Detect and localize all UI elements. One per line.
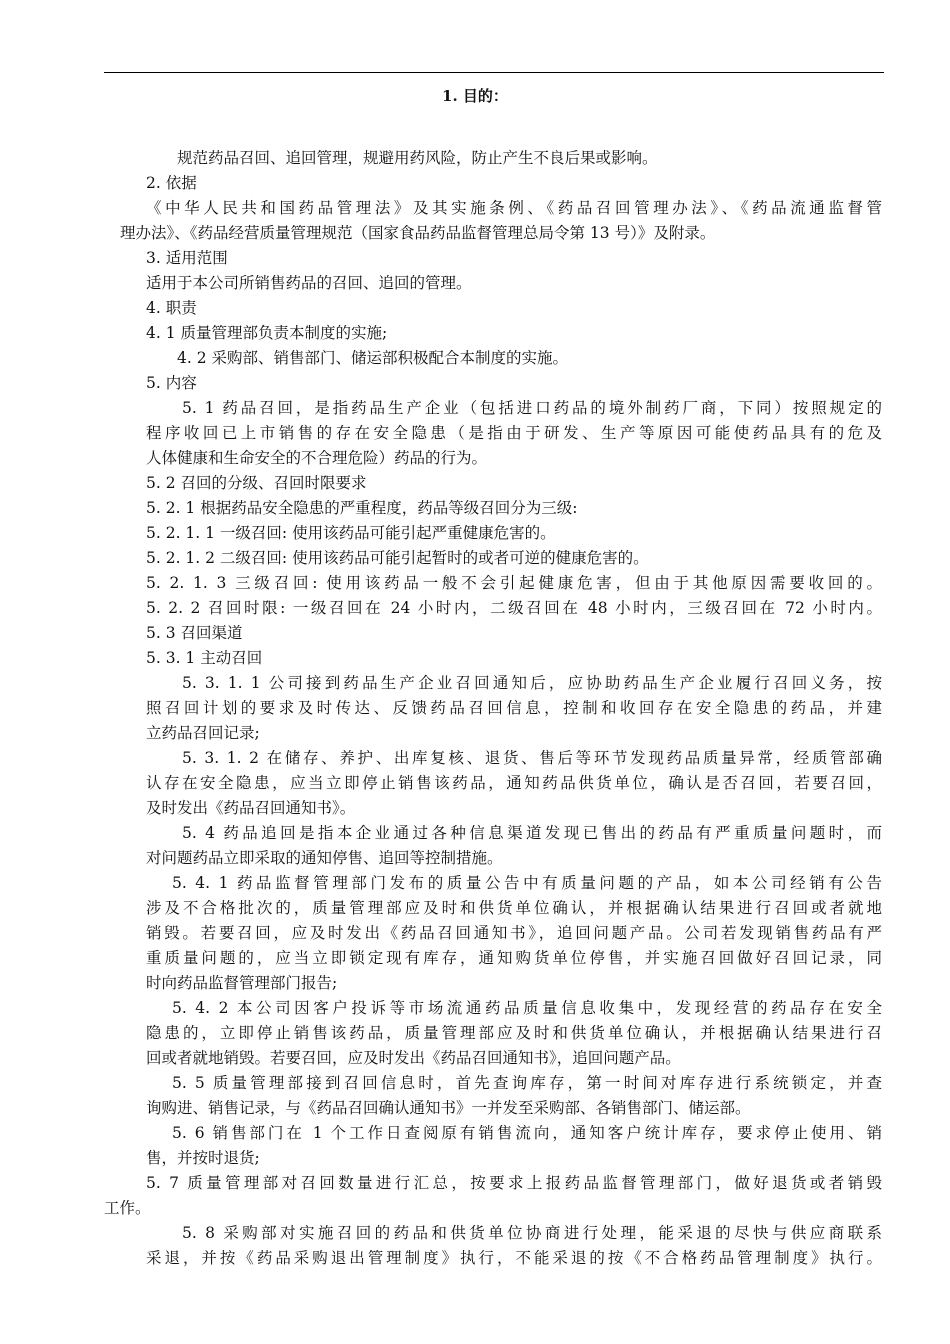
text-line: 5. 2. 1. 1 一级召回: 使用该药品可能引起严重健康危害的。 <box>146 524 556 542</box>
text-line: 询购进、销售记录，与《药品召回确认通知书》一并发至采购部、各销售部门、储运部。 <box>146 1099 751 1117</box>
text-line: 工作。 <box>104 1199 151 1217</box>
text-line: 4. 1 质量管理部负责本制度的实施; <box>146 324 388 342</box>
text-line: 5. 2. 2 召回时限: 一级召回在 24 小时内，二级召回在 48 小时内，三级召回在 72 小时内。 <box>146 599 882 617</box>
text-line: 及时发出《药品召回通知书》。 <box>146 799 356 817</box>
section-heading: 3. 适用范围 <box>146 249 228 267</box>
text-line: 5. 6 销售部门在 1 个工作日查阅原有销售流向，通知客户统计库存，要求停止使用、销 <box>172 1124 882 1142</box>
text-line: 对问题药品立即采取的通知停售、追回等控制措施。 <box>146 849 503 867</box>
text-line: 5. 4 药品追回是指本企业通过各种信息渠道发现已售出的药品有严重质量问题时，而 <box>182 824 882 842</box>
text-line: 4. 2 采购部、销售部门、储运部积极配合本制度的实施。 <box>177 349 569 367</box>
text-line: 5. 2. 1. 3 三级召回: 使用该药品一般不会引起健康危害，但由于其他原因需要收回的。 <box>146 574 882 592</box>
text-line: 时向药品监督管理部门报告; <box>146 974 338 992</box>
text-line: 照召回计划的要求及时传达、反馈药品召回信息，控制和收回存在安全隐患的药品，并建 <box>146 699 882 717</box>
section-heading: 5. 内容 <box>146 374 197 392</box>
text-line: 隐患的，立即停止销售该药品，质量管理部应及时和供货单位确认，并根据确认结果进行召 <box>146 1024 882 1042</box>
text-line: 采退，并按《药品采购退出管理制度》执行，不能采退的按《不合格药品管理制度》执行。 <box>146 1249 882 1267</box>
header-rule <box>104 72 884 73</box>
text-line: 5. 7 质量管理部对召回数量进行汇总，按要求上报药品监督管理部门，做好退货或者销毁 <box>146 1174 882 1192</box>
text-line: 重质量问题的，应当立即锁定现有库存，通知购货单位停售，并实施召回做好召回记录，同 <box>146 949 882 967</box>
text-line: 回或者就地销毁。若要召回，应及时发出《药品召回通知书》，追回问题产品。 <box>146 1049 681 1067</box>
text-line: 5. 1 药品召回，是指药品生产企业（包括进口药品的境外制药厂商，下同）按照规定的 <box>182 399 882 417</box>
text-line: 5. 3. 1 主动召回 <box>146 649 263 667</box>
text-line: 理办法》、《药品经营质量管理规范（国家食品药品监督管理总局令第 13 号）》及附录。 <box>120 224 716 242</box>
section-heading: 5. 2 召回的分级、召回时限要求 <box>146 474 367 492</box>
text-line: 5. 2. 1 根据药品安全隐患的严重程度，药品等级召回分为三级: <box>146 499 578 517</box>
text-line: 立药品召回记录; <box>146 724 260 742</box>
text-line: 5. 3. 1. 1 公司接到药品生产企业召回通知后，应协助药品生产企业履行召回义务，按 <box>182 674 882 692</box>
section-heading: 5. 3 召回渠道 <box>146 624 243 642</box>
section-heading: 4. 职责 <box>146 299 197 317</box>
text-line: 5. 8 采购部对实施召回的药品和供货单位协商进行处理，能采退的尽快与供应商联系 <box>182 1224 882 1242</box>
text-line: 《中华人民共和国药品管理法》及其实施条例、《药品召回管理办法》、《药品流通监督管 <box>146 199 882 217</box>
text-line: 5. 5 质量管理部接到召回信息时，首先查询库存，第一时间对库存进行系统锁定，并查 <box>172 1074 882 1092</box>
text-line: 5. 4. 2 本公司因客户投诉等市场流通药品质量信息收集中，发现经营的药品存在安全 <box>172 999 882 1017</box>
text-line: 人体健康和生命安全的不合理危险）药品的行为。 <box>146 449 488 467</box>
text-line: 程序收回已上市销售的存在安全隐患（是指由于研发、生产等原因可能使药品具有的危及 <box>146 424 882 442</box>
text-line: 5. 3. 1. 2 在储存、养护、出库复核、退货、售后等环节发现药品质量异常，经质管部确 <box>182 749 882 767</box>
text-line: 售，并按时退货; <box>146 1149 260 1167</box>
text-line: 销毁。若要召回，应及时发出《药品召回通知书》，追回问题产品。公司若发现销售药品有严 <box>146 924 882 942</box>
text-line: 5. 4. 1 药品监督管理部门发布的质量公告中有质量问题的产品，如本公司经销有公告 <box>172 874 882 892</box>
text-line: 适用于本公司所销售药品的召回、追回的管理。 <box>146 274 472 292</box>
text-line: 涉及不合格批次的，质量管理部应及时和供货单位确认，并根据确认结果进行召回或者就地 <box>146 899 882 917</box>
page-title: 1. 目的： <box>442 87 508 105</box>
text-line: 5. 2. 1. 2 二级召回: 使用该药品可能引起暂时的或者可逆的健康危害的。 <box>146 549 649 567</box>
section-heading: 2. 依据 <box>146 174 197 192</box>
text-line: 规范药品召回、追回管理，规避用药风险，防止产生不良后果或影响。 <box>177 149 658 167</box>
text-line: 认存在安全隐患，应当立即停止销售该药品，通知药品供货单位，确认是否召回，若要召回， <box>146 774 882 792</box>
